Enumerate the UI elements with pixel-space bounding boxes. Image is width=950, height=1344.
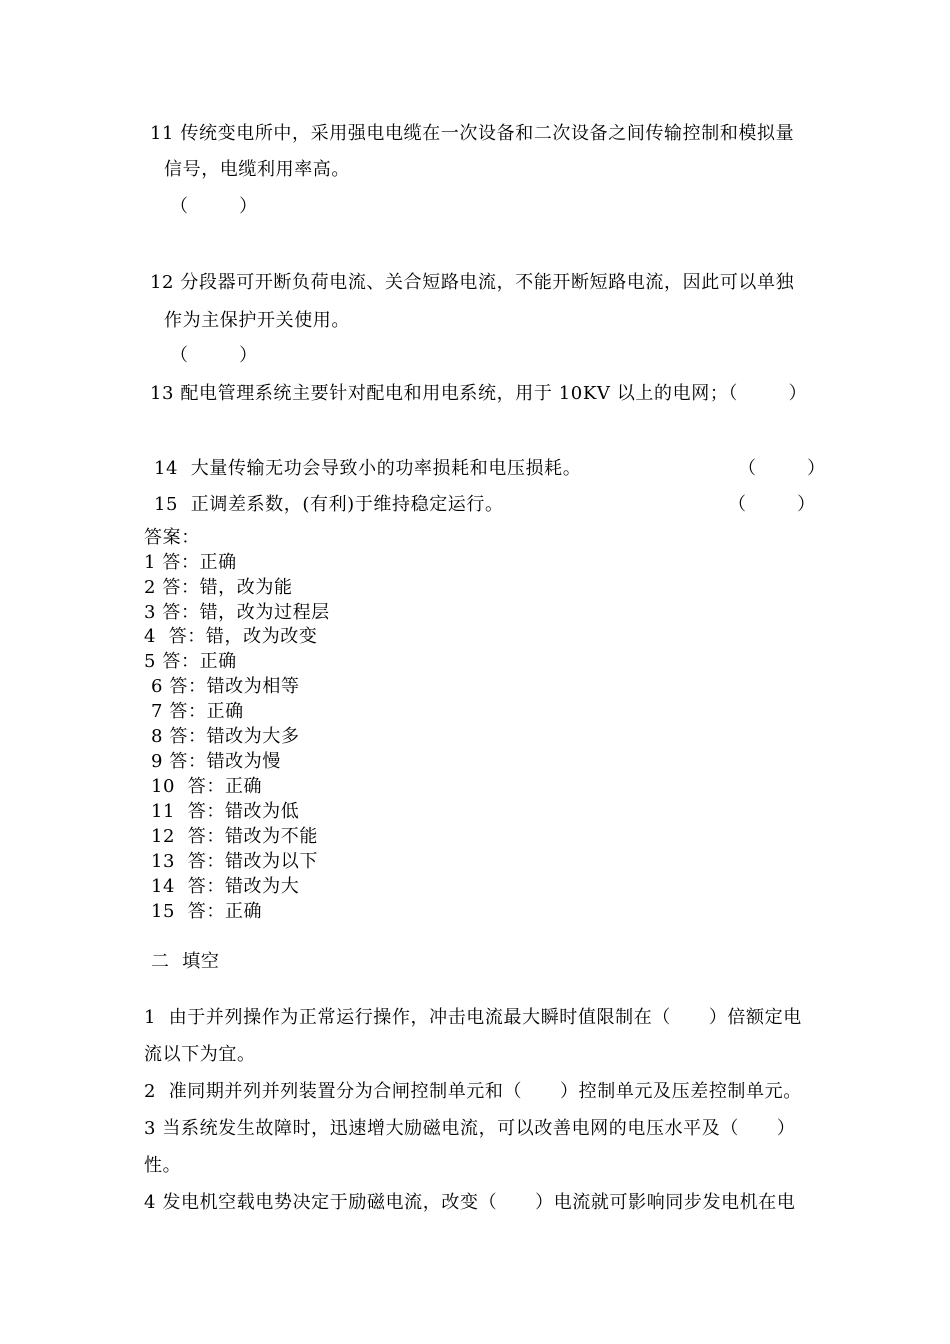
- answer-item: 2 答：错，改为能: [144, 577, 293, 598]
- answer-item: 6 答：错改为相等: [151, 676, 300, 697]
- answers-heading: 答案：: [144, 527, 200, 548]
- answer-item: 8 答：错改为大多: [151, 726, 300, 747]
- fill-3-line1: 3 当系统发生故障时，迅速增大励磁电流，可以改善电网的电压水平及（ ）: [144, 1118, 796, 1139]
- section-2-heading: 二 填空: [151, 951, 220, 972]
- fill-2: 2 准同期并列并列装置分为合闸控制单元和（ ）控制单元及压差控制单元。: [144, 1081, 802, 1102]
- answer-item: 12 答：错改为不能: [151, 826, 318, 847]
- fill-1-line2: 流以下为宜。: [144, 1044, 256, 1065]
- question-11-line1: 11 传统变电所中，采用强电电缆在一次设备和二次设备之间传输控制和模拟量: [150, 123, 795, 144]
- question-12-line1: 12 分段器可开断负荷电流、关合短路电流，不能开断短路电流，因此可以单独: [150, 272, 795, 293]
- answer-item: 5 答：正确: [144, 651, 237, 672]
- question-11-answer-blank: （ ）: [170, 196, 258, 217]
- fill-4-line1: 4 发电机空载电势决定于励磁电流，改变（ ）电流就可影响同步发电机在电: [144, 1192, 796, 1213]
- question-12-answer-blank: （ ）: [170, 345, 258, 366]
- question-14: 14 大量传输无功会导致小的功率损耗和电压损耗。: [154, 458, 582, 479]
- answer-item: 7 答：正确: [151, 701, 244, 722]
- answer-item: 9 答：错改为慢: [151, 751, 281, 772]
- answer-item: 3 答：错，改为过程层: [144, 602, 330, 623]
- answer-item: 13 答：错改为以下: [151, 851, 318, 872]
- question-14-answer-blank: （ ）: [738, 458, 826, 479]
- answer-item: 14 答：错改为大: [151, 876, 300, 897]
- question-13: 13 配电管理系统主要针对配电和用电系统，用于 10KV 以上的电网；（ ）: [150, 383, 808, 404]
- question-15: 15 正调差系数，(有利)于维持稳定运行。: [154, 494, 504, 515]
- question-12-line2: 作为主保护开关使用。: [164, 310, 350, 331]
- question-15-answer-blank: （ ）: [728, 494, 816, 515]
- question-11-line2: 信号，电缆利用率高。: [164, 159, 350, 180]
- answer-item: 10 答：正确: [151, 776, 263, 797]
- fill-3-line2: 性。: [144, 1155, 182, 1176]
- fill-1-line1: 1 由于并列操作为正常运行操作，冲击电流最大瞬时值限制在（ ）倍额定电: [144, 1007, 802, 1028]
- answer-item: 11 答：错改为低: [151, 801, 300, 822]
- answer-item: 4 答：错，改为改变: [144, 626, 318, 647]
- answer-item: 15 答：正确: [151, 901, 263, 922]
- answer-item: 1 答：正确: [144, 552, 237, 573]
